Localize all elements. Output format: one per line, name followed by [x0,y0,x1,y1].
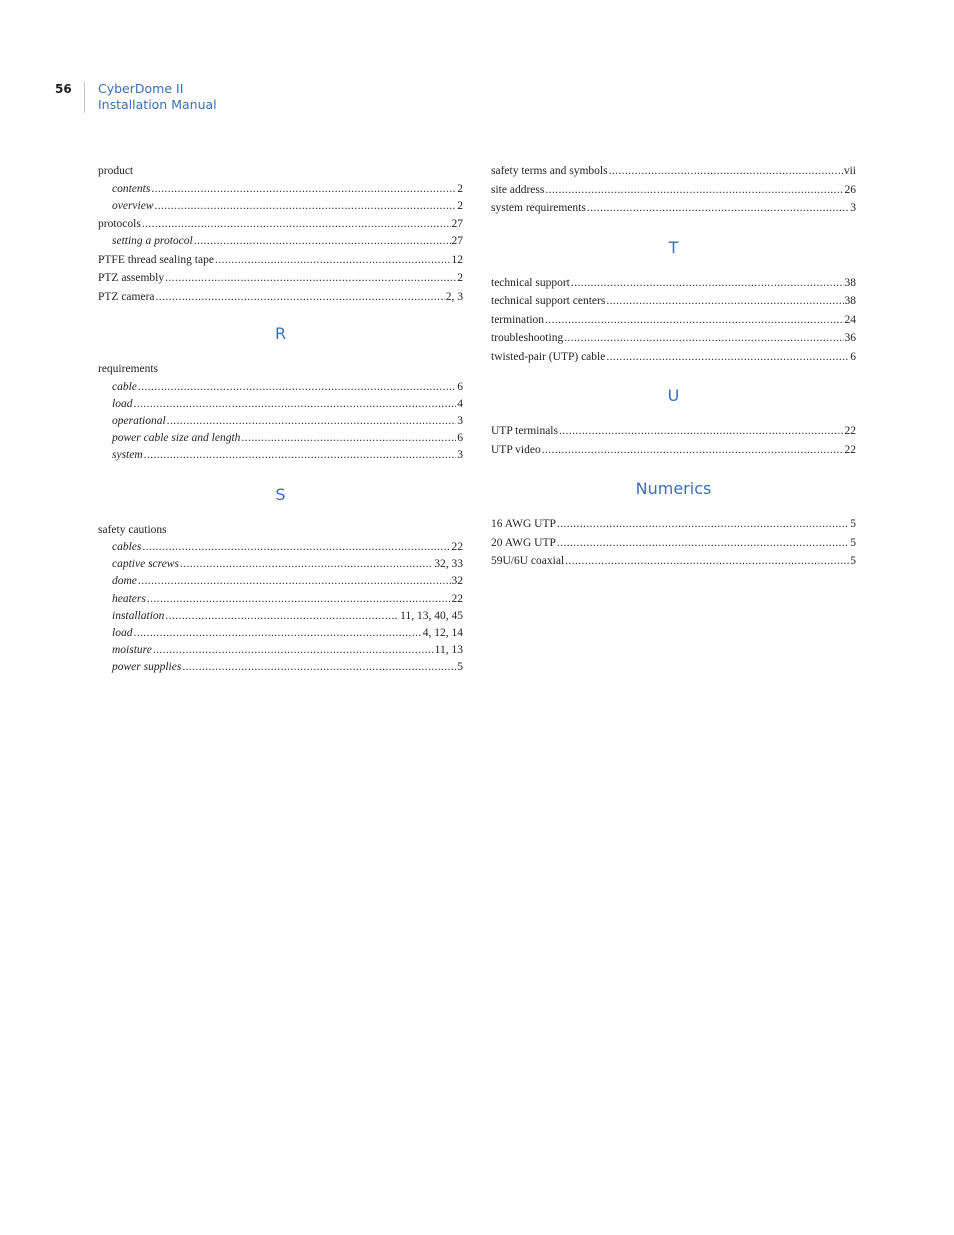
index-entry: heaters ..... 22 [98,591,463,608]
page-number: 56 [55,82,72,96]
index-entry: 59U/6U coaxial ..... 5 [491,552,856,571]
document-title-line2: Installation Manual [98,97,217,112]
index-entry: power supplies ..... 5 [98,659,463,676]
section-letter-r: R [274,324,287,344]
index-entry: PTFE thread sealing tape ..... 12 [98,251,463,270]
index-entry: UTP terminals ..... 22 [491,422,856,441]
document-title [98,81,217,113]
index-heading-product: product [98,165,134,177]
page-header [0,80,400,120]
index-column-right [491,162,856,571]
index-entry: captive screws ..... 32, 33 [98,556,463,573]
index-entry: PTZ assembly ..... 2 [98,269,463,288]
index-entry: operational ..... 3 [98,413,463,430]
index-entry: PTZ camera ..... 2, 3 [98,288,463,307]
index-entry: moisture ..... 11, 13 [98,642,463,659]
index-entry: twisted-pair (UTP) cable ..... 6 [491,348,856,367]
index-heading-safety-cautions: safety cautions [98,523,167,536]
index-column-left [98,162,463,677]
index-entry: cables ..... 22 [98,539,463,556]
index-entry: troubleshooting ..... 36 [491,329,856,348]
index-entry: site address ..... 26 [491,181,856,200]
index-entry: technical support centers ..... 38 [491,292,856,311]
index-entry: overview ..... 2 [98,198,463,215]
document-title-line1: CyberDome II [98,81,184,96]
index-entry: system ..... 3 [98,447,463,464]
index-entry: power cable size and length ..... 6 [98,430,463,447]
section-letter-s: S [275,484,286,504]
index-entry: 16 AWG UTP ..... 5 [491,515,856,534]
index-entry: installation ..... 11, 13, 40, 45 [98,608,463,625]
index-entry: setting a protocol ..... 27 [98,233,463,250]
section-letter-u: U [667,386,680,405]
index-entry: technical support ..... 38 [491,274,856,293]
index-heading-requirements: requirements [98,363,159,376]
index-entry: protocols ..... 27 [98,215,463,234]
section-heading-numerics: Numerics [635,479,712,498]
index-entry: load ..... 4 [98,396,463,413]
index-entry: termination ..... 24 [491,311,856,330]
index-entry: UTP video ..... 22 [491,441,856,460]
index-entry: cable ..... 6 [98,379,463,396]
index-entry: safety terms and symbols ..... vii [491,162,856,181]
index-entry: load ..... 4, 12, 14 [98,625,463,642]
index-entry: 20 AWG UTP ..... 5 [491,534,856,553]
header-divider [84,82,85,113]
index-entry: system requirements ..... 3 [491,199,856,218]
index-entry: dome ..... 32 [98,573,463,590]
index-entry: contents ..... 2 [98,181,463,198]
section-letter-t: T [668,237,679,257]
